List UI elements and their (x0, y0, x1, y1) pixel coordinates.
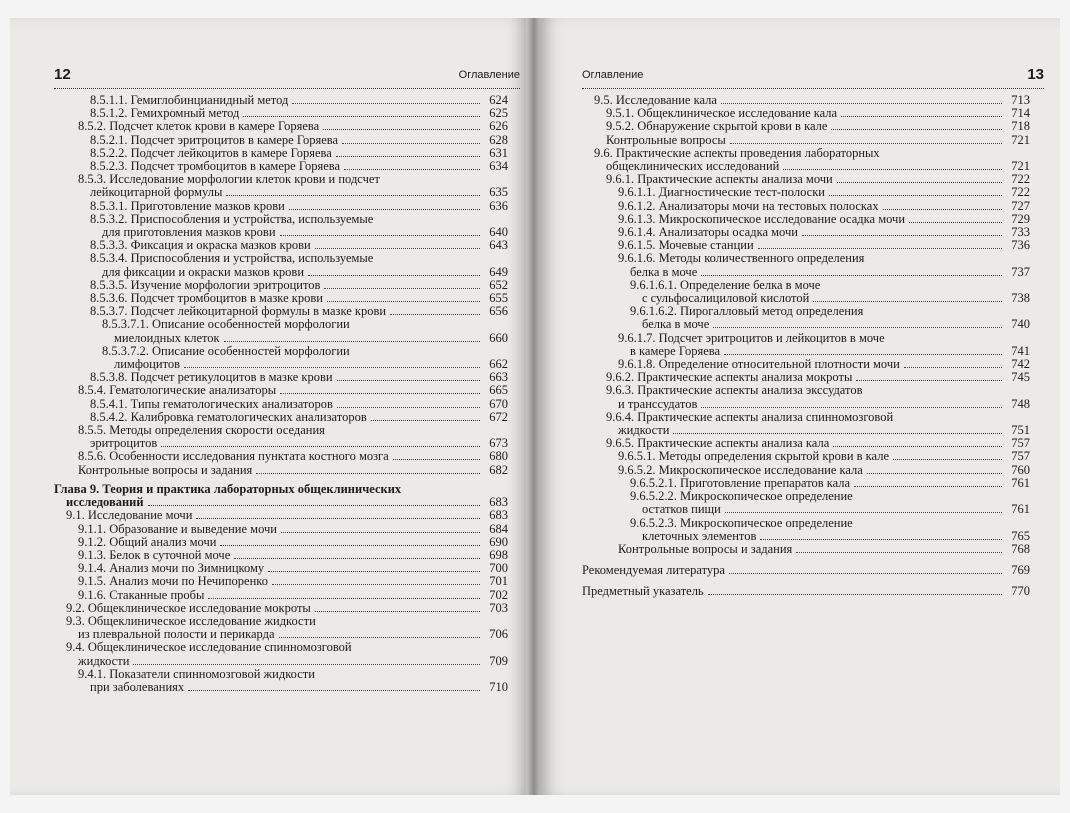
toc-page-number: 757 (1011, 436, 1030, 451)
toc-entry-title: 8.5.3.1. Приготовление мазков крови (90, 198, 285, 213)
toc-entry-title: 9.6.1.6.2. Пирогалловый метод определения (630, 304, 864, 319)
toc-entry (582, 384, 1030, 410)
toc-entry-title-continuation: исследований (66, 495, 144, 510)
toc-entry-title: 9.1. Исследование мочи (66, 508, 193, 523)
toc-entry-title: Контрольные вопросы и задания (618, 541, 793, 556)
toc-entry-title: 8.5.3.6. Подсчет тромбоцитов в мазке крови (90, 291, 323, 306)
toc-entry (54, 173, 508, 199)
toc-entry-title-continuation: остатков пищи (642, 502, 721, 517)
toc-entry (582, 134, 1030, 147)
toc-entry-title: 8.5.3.4. Приспособления и устройства, используемые (90, 251, 374, 266)
dot-leader (337, 407, 480, 408)
toc-page-number: 701 (489, 574, 508, 589)
dot-leader (796, 552, 1002, 553)
toc-entry-title: 8.5.2.2. Подсчет лейкоцитов в камере Горяева (90, 145, 332, 160)
toc-entry (582, 490, 1030, 516)
toc-entry-title: 9.6.1.5. Мочевые станции (618, 238, 754, 253)
toc-entry (582, 411, 1030, 437)
dot-leader (280, 393, 480, 394)
toc-entry-title: 8.5.1.2. Гемихромный метод (90, 106, 240, 121)
toc-entry (582, 543, 1030, 556)
dot-leader (196, 518, 480, 519)
toc-page-number: 631 (489, 145, 508, 160)
toc-entry-title-continuation: и транссудатов (618, 396, 698, 411)
toc-entry (582, 305, 1030, 331)
dot-leader (760, 539, 1002, 540)
toc-entry-title-continuation: из плевральной полости и перикарда (78, 627, 275, 642)
toc-entry (582, 186, 1030, 199)
toc-entry-title-continuation: общеклинических исследований (606, 159, 780, 174)
dot-leader (208, 598, 480, 599)
toc-entry (54, 318, 508, 344)
page-number: 12 (54, 66, 71, 83)
dot-leader (854, 486, 1002, 487)
toc-entry (582, 450, 1030, 463)
toc-entry-title: 9.6.1.2. Анализаторы мочи на тестовых полосках (618, 198, 879, 213)
toc-page-number: 690 (489, 534, 508, 549)
toc-page-number: 649 (489, 264, 508, 279)
toc-page-number: 672 (489, 409, 508, 424)
toc-page-number: 684 (489, 521, 508, 536)
dot-leader (371, 420, 480, 421)
toc-page-number: 660 (489, 330, 508, 345)
toc-entry (582, 147, 1030, 173)
toc-entry-title: 8.5.4. Гематологические анализаторы (78, 383, 277, 398)
toc-entry (54, 602, 508, 615)
toc-entry-title: 9.5.1. Общеклиническое исследование кала (606, 106, 838, 121)
toc-entry (582, 332, 1030, 358)
toc-entry (54, 575, 508, 588)
dot-leader (909, 222, 1002, 223)
dot-leader (308, 275, 480, 276)
dot-leader (327, 301, 480, 302)
dot-leader (802, 235, 1002, 236)
dot-leader (813, 301, 1002, 302)
toc-page-number: 769 (1011, 563, 1030, 578)
toc-entry-title-continuation: эритроцитов (90, 436, 158, 451)
toc-page-number: 727 (1011, 198, 1030, 213)
toc-page-number: 721 (1011, 132, 1030, 147)
toc-page-number: 738 (1011, 291, 1030, 306)
toc-page-number: 643 (489, 238, 508, 253)
toc-page-number: 662 (489, 357, 508, 372)
toc-entry-title: 9.6.1.4. Анализаторы осадка мочи (618, 225, 798, 240)
toc-page-number: 745 (1011, 370, 1030, 385)
toc-entry-title: 9.1.3. Белок в суточной моче (78, 547, 231, 562)
toc-entry-title-continuation: миелоидных клеток (114, 330, 220, 345)
dot-leader (133, 664, 480, 665)
toc-entry-title: 9.1.1. Образование и выведение мочи (78, 521, 277, 536)
dot-leader (224, 341, 480, 342)
dot-leader (758, 248, 1002, 249)
toc-entry-title: 8.5.3.3. Фиксация и окраска мазков крови (90, 238, 311, 253)
dot-leader (184, 367, 480, 368)
toc-page-number: 700 (489, 561, 508, 576)
toc-entry (54, 450, 508, 463)
dot-leader (390, 314, 480, 315)
toc-page-number: 673 (489, 436, 508, 451)
dot-leader (856, 380, 1002, 381)
running-head-title: Оглавление (582, 69, 644, 81)
dot-leader (292, 103, 480, 104)
toc-page-number: 770 (1011, 584, 1030, 599)
toc-entry-title: 9.1.4. Анализ мочи по Зимницкому (78, 561, 265, 576)
toc-entry (54, 345, 508, 371)
toc-entry (54, 536, 508, 549)
toc-page-number: 635 (489, 185, 508, 200)
page-number: 13 (1027, 66, 1044, 83)
toc-entry-title-continuation: жидкости (618, 423, 670, 438)
toc-page-number: 680 (489, 449, 508, 464)
toc-page-number: 713 (1011, 93, 1030, 107)
left-page (10, 18, 528, 795)
dot-leader (337, 380, 480, 381)
dot-leader (837, 182, 1002, 183)
toc-entry-title: 9.1.6. Стаканные пробы (78, 587, 205, 602)
toc-entry-title-continuation: клеточных элементов (642, 528, 757, 543)
toc-entry-title: 9.6.5. Практические аспекты анализа кала (606, 436, 830, 451)
toc-page-number: 656 (489, 304, 508, 319)
toc-page-number: 760 (1011, 462, 1030, 477)
dot-leader (324, 288, 480, 289)
toc-entry-title: 9.6.5.2. Микроскопическое исследование кала (618, 462, 863, 477)
toc-page-number: 652 (489, 277, 508, 292)
toc-entry (582, 200, 1030, 213)
toc-entry-title: 8.5.3.8. Подсчет ретикулоцитов в мазке крови (90, 370, 333, 385)
toc-page-number: 714 (1011, 106, 1030, 121)
toc-entry-title: 9.6.1.6. Методы количественного определения (618, 251, 865, 266)
toc-entry (54, 589, 508, 602)
toc-entry (582, 585, 1030, 598)
toc-entry-title: 9.5.2. Обнаружение скрытой крови в кале (606, 119, 828, 134)
toc-page-number: 683 (489, 495, 508, 510)
dot-leader (783, 169, 1002, 170)
toc-entry (54, 464, 508, 477)
dot-leader (188, 690, 480, 691)
dot-leader (342, 143, 480, 144)
toc-entry-title: 8.5.4.2. Калибровка гематологических анализаторов (90, 409, 367, 424)
dot-leader (280, 235, 480, 236)
toc-page-number: 640 (489, 225, 508, 240)
dot-leader (315, 248, 480, 249)
page-header (582, 66, 1044, 89)
toc-page-number: 683 (489, 508, 508, 523)
dot-leader (344, 169, 480, 170)
toc-entry (54, 213, 508, 239)
toc-entry-title: 9.6.5.1. Методы определения скрытой крови в кале (618, 449, 889, 464)
toc-entry-title-continuation: лейкоцитарной формулы (90, 185, 223, 200)
toc-entry (582, 279, 1030, 305)
right-page (540, 18, 1060, 795)
toc-entry-title: 8.5.3.7.2. Описание особенностей морфологии (102, 343, 350, 358)
toc-page-number: 761 (1011, 502, 1030, 517)
toc-entry-title: 9.6. Практические аспекты проведения лабораторных (594, 145, 880, 160)
toc-page-number: 733 (1011, 225, 1030, 240)
dot-leader (701, 407, 1002, 408)
toc-entry-title: 8.5.4.1. Типы гематологических анализаторов (90, 396, 333, 411)
toc-entry-title: 8.5.6. Особенности исследования пунктата костного мозга (78, 449, 389, 464)
dot-leader (730, 143, 1002, 144)
toc-entry-title: 8.5.2. Подсчет клеток крови в камере Горяева (78, 119, 320, 134)
toc-page-number: 702 (489, 587, 508, 602)
toc-list (582, 94, 1030, 599)
toc-entry (54, 398, 508, 411)
dot-leader (279, 637, 480, 638)
toc-page-number: 718 (1011, 119, 1030, 134)
dot-leader (841, 116, 1002, 117)
toc-page-number: 698 (489, 547, 508, 562)
toc-page-number: 655 (489, 291, 508, 306)
toc-page-number: 665 (489, 383, 508, 398)
dot-leader (893, 459, 1002, 460)
toc-entry-title: 9.6.1.3. Микроскопическое исследование осадка мочи (618, 211, 906, 226)
toc-entry-title: Контрольные вопросы (606, 132, 726, 147)
toc-entry (582, 464, 1030, 477)
toc-entry-title: 9.5. Исследование кала (594, 93, 717, 107)
page-header (54, 66, 520, 89)
dot-leader (226, 195, 480, 196)
dot-leader (833, 446, 1002, 447)
toc-entry (54, 615, 508, 641)
dot-leader (234, 558, 480, 559)
toc-page-number: 740 (1011, 317, 1030, 332)
toc-entry-title-continuation: белка в моче (630, 264, 698, 279)
toc-page-number: 721 (1011, 159, 1030, 174)
toc-page-number: 682 (489, 462, 508, 477)
toc-entry-title: 8.5.1.1. Гемиглобинцианидный метод (90, 93, 289, 107)
toc-entry-title: 9.6.1.8. Определение относительной плотности мочи (618, 357, 900, 372)
dot-leader (831, 129, 1002, 130)
toc-entry (54, 509, 508, 522)
toc-entry (54, 120, 508, 133)
dot-leader (673, 433, 1002, 434)
toc-entry-title: 9.6.5.2.3. Микроскопическое определение (630, 515, 853, 530)
toc-entry-title: 9.6.1.7. Подсчет эритроцитов и лейкоцитов в моче (618, 330, 885, 345)
toc-page-number: 636 (489, 198, 508, 213)
toc-entry-title: Контрольные вопросы и задания (78, 462, 253, 477)
toc-entry-title: 9.3. Общеклиническое исследование жидкости (66, 613, 316, 628)
toc-page-number: 748 (1011, 396, 1030, 411)
toc-entry (54, 641, 508, 667)
toc-entry-title: 9.6.4. Практические аспекты анализа спинномозговой (606, 409, 894, 424)
toc-page-number: 624 (489, 93, 508, 107)
toc-entry (582, 564, 1030, 577)
toc-page-number: 736 (1011, 238, 1030, 253)
toc-entry-title: 9.4.1. Показатели спинномозговой жидкости (78, 666, 315, 681)
toc-entry-title-continuation: лимфоцитов (114, 357, 181, 372)
toc-page-number: 722 (1011, 185, 1030, 200)
toc-page-number: 741 (1011, 343, 1030, 358)
dot-leader (315, 611, 480, 612)
toc-page-number: 706 (489, 627, 508, 642)
dot-leader (289, 209, 480, 210)
toc-entry-title: Глава 9. Теория и практика лабораторных общеклинических (54, 481, 402, 496)
toc-entry-title: 8.5.3.2. Приспособления и устройства, используемые (90, 211, 374, 226)
toc-entry-title: 9.1.5. Анализ мочи по Нечипоренко (78, 574, 268, 589)
toc-entry-title-continuation: для приготовления мазков крови (102, 225, 276, 240)
dot-leader (220, 545, 480, 546)
toc-page-number: 765 (1011, 528, 1030, 543)
dot-leader (256, 473, 480, 474)
toc-entry (54, 424, 508, 450)
toc-list (54, 94, 508, 694)
toc-entry (54, 384, 508, 397)
dot-leader (243, 116, 480, 117)
toc-entry-title: 8.5.2.1. Подсчет эритроцитов в камере Горяева (90, 132, 339, 147)
dot-leader (161, 446, 480, 447)
toc-entry-title-continuation: белка в моче (642, 317, 710, 332)
toc-entry-title: 9.6.3. Практические аспекты анализа экссудатов (606, 383, 863, 398)
toc-entry (54, 668, 508, 694)
toc-page-number: 710 (489, 679, 508, 694)
toc-page-number: 628 (489, 132, 508, 147)
dot-leader (721, 103, 1002, 104)
toc-entry-title: 8.5.2.3. Подсчет тромбоцитов в камере Горяева (90, 159, 341, 174)
dot-leader (708, 594, 1002, 595)
toc-page-number: 625 (489, 106, 508, 121)
toc-page-number: 757 (1011, 449, 1030, 464)
toc-entry-title: 9.6.1.1. Диагностические тест-полоски (618, 185, 825, 200)
toc-page-number: 768 (1011, 541, 1030, 556)
dot-leader (272, 584, 480, 585)
toc-entry-title: 9.2. Общеклиническое исследование мокроты (66, 600, 311, 615)
toc-entry-title: 9.6.2. Практические аспекты анализа мокроты (606, 370, 853, 385)
toc-entry (54, 200, 508, 213)
dot-leader (725, 512, 1002, 513)
toc-page-number: 729 (1011, 211, 1030, 226)
toc-entry (54, 523, 508, 536)
dot-leader (729, 573, 1002, 574)
toc-entry-title: 8.5.3.5. Изучение морфологии эритроцитов (90, 277, 321, 292)
dot-leader (904, 367, 1002, 368)
toc-entry-title: 9.6.1.6.1. Определение белка в моче (630, 277, 821, 292)
dot-leader (713, 327, 1002, 328)
toc-entry-title: 8.5.3.7. Подсчет лейкоцитарной формулы в мазке крови (90, 304, 387, 319)
toc-page-number: 751 (1011, 423, 1030, 438)
toc-entry-title: 9.6.1. Практические аспекты анализа мочи (606, 172, 833, 187)
toc-entry (54, 483, 508, 509)
toc-entry-title-continuation: с сульфосалициловой кислотой (642, 291, 810, 306)
running-head-title: Оглавление (458, 69, 520, 81)
toc-page-number: 709 (489, 653, 508, 668)
toc-entry-title-continuation: жидкости (78, 653, 130, 668)
toc-entry-title-continuation: при заболеваниях (90, 679, 185, 694)
dot-leader (883, 209, 1002, 210)
dot-leader (281, 532, 480, 533)
toc-page-number: 626 (489, 119, 508, 134)
toc-page-number: 670 (489, 396, 508, 411)
toc-entry-title: 8.5.5. Методы определения скорости оседания (78, 423, 325, 438)
dot-leader (148, 505, 480, 506)
toc-entry-title-continuation: в камере Горяева (630, 343, 721, 358)
toc-entry (582, 517, 1030, 543)
dot-leader (724, 354, 1002, 355)
toc-entry-title: 8.5.3.7.1. Описание особенностей морфологии (102, 317, 350, 332)
toc-entry-title-continuation: для фиксации и окраски мазков крови (102, 264, 305, 279)
toc-entry-title: Предметный указатель (582, 584, 704, 599)
toc-entry-title: 8.5.3. Исследование морфологии клеток крови и подсчет (78, 172, 380, 187)
toc-page-number: 737 (1011, 264, 1030, 279)
dot-leader (336, 156, 480, 157)
dot-leader (268, 571, 480, 572)
toc-entry-title: 9.1.2. Общий анализ мочи (78, 534, 217, 549)
toc-entry (54, 134, 508, 147)
toc-entry-title: 9.4. Общеклиническое исследование спинномозговой (66, 640, 352, 655)
toc-page-number: 663 (489, 370, 508, 385)
toc-page-number: 722 (1011, 172, 1030, 187)
dot-leader (701, 275, 1002, 276)
toc-page-number: 761 (1011, 475, 1030, 490)
toc-entry (582, 252, 1030, 278)
toc-page-number: 742 (1011, 357, 1030, 372)
toc-entry-title: 9.6.5.2.1. Приготовление препаратов кала (630, 475, 851, 490)
toc-entry-title: 9.6.5.2.2. Микроскопическое определение (630, 489, 853, 504)
dot-leader (393, 459, 480, 460)
toc-entry-title: Рекомендуемая литература (582, 563, 725, 578)
dot-leader (867, 473, 1002, 474)
toc-entry (54, 252, 508, 278)
dot-leader (829, 195, 1002, 196)
toc-page-number: 634 (489, 159, 508, 174)
toc-page-number: 703 (489, 600, 508, 615)
dot-leader (323, 129, 480, 130)
toc-entry (582, 120, 1030, 133)
